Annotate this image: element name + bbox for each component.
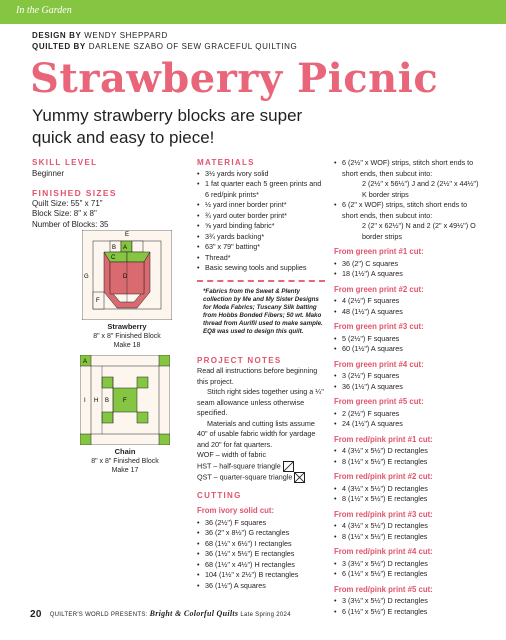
issue-label: Late Spring 2024 <box>240 612 291 618</box>
quilt-size: Quilt Size: 55" x 71" <box>32 198 103 208</box>
qst-definition: QST – quarter-square triangle <box>197 471 293 481</box>
design-label: DESIGN BY <box>32 31 82 40</box>
fabric-note: *Fabrics from the Sweet & Plenty collection by Me and My Sister Designs for Moda Fabrics; Tuscany Silk batting from Hobbs Bonded Fibers; 50 wt. Mako thread from Aurifil used to make sample. EQ8 was used to design this quilt. <box>197 280 325 336</box>
cut-group-heading: From red/pink print #2 cut: <box>334 472 433 481</box>
list-item: • 5 (2½") F squares <box>334 334 484 345</box>
book-title: Bright & Colorful Quilts <box>149 609 239 618</box>
cut-group-heading: From red/pink print #5 cut: <box>334 584 433 594</box>
chain-label-i: I <box>84 398 86 404</box>
cut-group-list <box>334 521 484 542</box>
strip-text: 6 (2" x WOF) strips, stitch short ends to short ends, then subcut into: <box>342 200 468 220</box>
footer <box>30 609 291 620</box>
cut-group-heading: From green print #2 cut: <box>334 284 424 294</box>
block-size: Block Size: 8" x 8" <box>32 209 97 218</box>
project-notes-heading: PROJECT NOTES <box>197 355 282 365</box>
list-item: • 36 (2") C squares <box>334 259 484 270</box>
list-item: • Basic sewing tools and supplies <box>197 263 325 274</box>
note-paragraph: Read all instructions before beginning this project. <box>197 366 318 386</box>
list-item: • 60 (1½") A squares <box>334 344 484 355</box>
strip-subcut: 2 (2" x 62½") N and 2 (2" x 49½") O border strips <box>362 221 476 241</box>
page-number: 20 <box>30 609 42 620</box>
strip-text: 6 (2½" x WOF) strips, stitch short ends to short ends, then subcut into: <box>342 158 474 178</box>
skill-value: Beginner <box>32 168 65 178</box>
list-item: • ¾ yard outer border print* <box>197 211 325 222</box>
cutting-heading: CUTTING <box>197 490 242 500</box>
list-item: • 3 (3½" x 5½") D rectangles <box>334 596 484 607</box>
column-3 <box>334 158 484 617</box>
cut-group-list <box>334 596 484 617</box>
cut-group-heading: From red/pink print #3 cut: <box>334 509 433 519</box>
strawberry-caption <box>80 322 174 350</box>
strawberry-block-diagram <box>82 230 172 320</box>
quilter-name: DARLENE SZABO OF SEW GRACEFUL QUILTING <box>88 42 298 51</box>
list-item: • ½ yard inner border print* <box>197 200 325 211</box>
strip-subcut: 2 (2½" x 56½") J and 2 (2½" x 44½") K border strips <box>362 179 479 199</box>
hst-definition: HST – half-square triangle <box>197 460 281 470</box>
materials-heading: MATERIALS <box>197 158 255 167</box>
cut-group-heading: From red/pink print #1 cut: <box>334 434 433 444</box>
page-title: Strawberry Picnic <box>30 55 439 102</box>
list-item: • 6 (1½" x 5½") E rectangles <box>334 569 484 580</box>
list-item: • ⅝ yard binding fabric* <box>197 221 325 232</box>
cut-group-heading: From green print #1 cut: <box>334 247 424 256</box>
note-paragraph: Stitch right sides together using a ¼" seam allowance unless otherwise specified. <box>197 387 324 417</box>
list-item: • 6 (1½" x 5½") E rectangles <box>334 607 484 618</box>
strawberry-desc: 8" x 8" Finished Block <box>93 333 161 340</box>
cut-group-list <box>334 371 484 392</box>
subtitle: Yummy strawberry blocks are super quick and easy to piece! <box>32 106 303 147</box>
qst-icon <box>294 472 305 483</box>
cut-groups <box>334 247 484 617</box>
list-item: • 36 (1½") A squares <box>197 581 325 592</box>
list-item: • 2 (2½") F squares <box>334 409 484 420</box>
list-item <box>334 200 484 242</box>
chain-label-h: H <box>94 398 99 404</box>
list-item: • 1 fat quarter each 5 green prints and 6 red/pink prints* <box>197 179 325 200</box>
list-item: • 68 (1½" x 6½") I rectangles <box>197 539 325 550</box>
cut-group-list <box>334 484 484 505</box>
column-2 <box>197 158 325 591</box>
list-item: • 24 (1½") A squares <box>334 419 484 430</box>
publication-name: QUILTER'S WORLD PRESENTS: <box>49 612 148 618</box>
list-item: • 36 (1½") A squares <box>334 382 484 393</box>
list-item: • 36 (2½") F squares <box>197 518 325 529</box>
hst-icon <box>283 461 294 472</box>
list-item: • 8 (1½" x 5½") E rectangles <box>334 494 484 505</box>
strawberry-label-e: E <box>125 232 130 238</box>
sizes-heading: FINISHED SIZES <box>32 188 117 198</box>
strawberry-make: Make 18 <box>113 342 141 349</box>
chain-make: Make 17 <box>111 467 139 474</box>
cut-group-list <box>334 446 484 467</box>
strawberry-label-b: B <box>112 245 117 251</box>
list-item: • 3 (3½" x 5½") D rectangles <box>334 559 484 570</box>
strawberry-label-g: G <box>84 274 89 280</box>
list-item: • 8 (1½" x 5½") E rectangles <box>334 457 484 468</box>
credits <box>32 30 297 52</box>
list-item: • 4 (3½" x 5½") D rectangles <box>334 521 484 532</box>
ivory-cut-heading: From ivory solid cut: <box>197 506 275 515</box>
strawberry-label-d: D <box>123 274 128 280</box>
cut-group-heading: From green print #3 cut: <box>334 322 424 331</box>
wof-definition: WOF – width of fabric <box>197 450 267 459</box>
chain-block-diagram <box>80 355 170 445</box>
list-item: • Thread* <box>197 253 325 264</box>
strawberry-label-c: C <box>111 255 116 261</box>
strawberry-label-a: A <box>123 245 128 251</box>
materials-list <box>197 169 325 274</box>
column-1 <box>32 158 172 230</box>
skill-heading: SKILL LEVEL <box>32 158 98 167</box>
cut-group-list <box>334 409 484 430</box>
chain-name: Chain <box>114 447 136 456</box>
header-band <box>0 0 506 24</box>
list-item: • 3¾ yards backing* <box>197 232 325 243</box>
chain-caption <box>78 447 172 475</box>
list-item: • 18 (1½") A squares <box>334 269 484 280</box>
chain-label-b: B <box>105 398 110 404</box>
ivory-cut-list <box>197 518 325 592</box>
strawberry-label-f: F <box>96 298 100 304</box>
list-item: • 4 (3½" x 5½") D rectangles <box>334 484 484 495</box>
designer-name: WENDY SHEPPARD <box>84 31 168 40</box>
cut-group-heading: From green print #5 cut: <box>334 397 424 406</box>
cut-group-list <box>334 259 484 280</box>
list-item: • 3 (2½") F squares <box>334 371 484 382</box>
list-item: • 3½ yards ivory solid <box>197 169 325 180</box>
list-item: • 36 (1½" x 5½") E rectangles <box>197 549 325 560</box>
note-paragraph: Materials and cutting lists assume 40" of usable fabric width for yardage and 20" for fat quarters. <box>197 418 316 449</box>
cut-group-list <box>334 296 484 317</box>
ivory-strips-list <box>334 158 484 242</box>
list-item: • 8 (1½" x 5½") E rectangles <box>334 532 484 543</box>
list-item: • 36 (2" x 8½") G rectangles <box>197 528 325 539</box>
strawberry-name: Strawberry <box>107 322 147 331</box>
chain-desc: 8" x 8" Finished Block <box>91 458 159 465</box>
quilt-label: QUILTED BY <box>32 42 86 51</box>
list-item: • 68 (1½" x 4½") H rectangles <box>197 560 325 571</box>
list-item: • 4 (2½") F squares <box>334 296 484 307</box>
block-count: Number of Blocks: 35 <box>32 219 109 229</box>
list-item: • 63" x 79" batting* <box>197 242 325 253</box>
list-item: • 48 (1½") A squares <box>334 307 484 318</box>
list-item: • 4 (3½" x 5½") D rectangles <box>334 446 484 457</box>
project-notes-body <box>197 366 325 483</box>
list-item <box>334 158 484 200</box>
cut-group-list <box>334 334 484 355</box>
chain-label-a: A <box>83 359 88 365</box>
cut-group-heading: From red/pink print #4 cut: <box>334 547 433 556</box>
chain-label-f: F <box>123 398 127 404</box>
section-label: In the Garden <box>16 5 72 16</box>
cut-group-heading: From green print #4 cut: <box>334 359 424 369</box>
list-item: • 104 (1½" x 2½") B rectangles <box>197 570 325 581</box>
cut-group-list <box>334 559 484 580</box>
